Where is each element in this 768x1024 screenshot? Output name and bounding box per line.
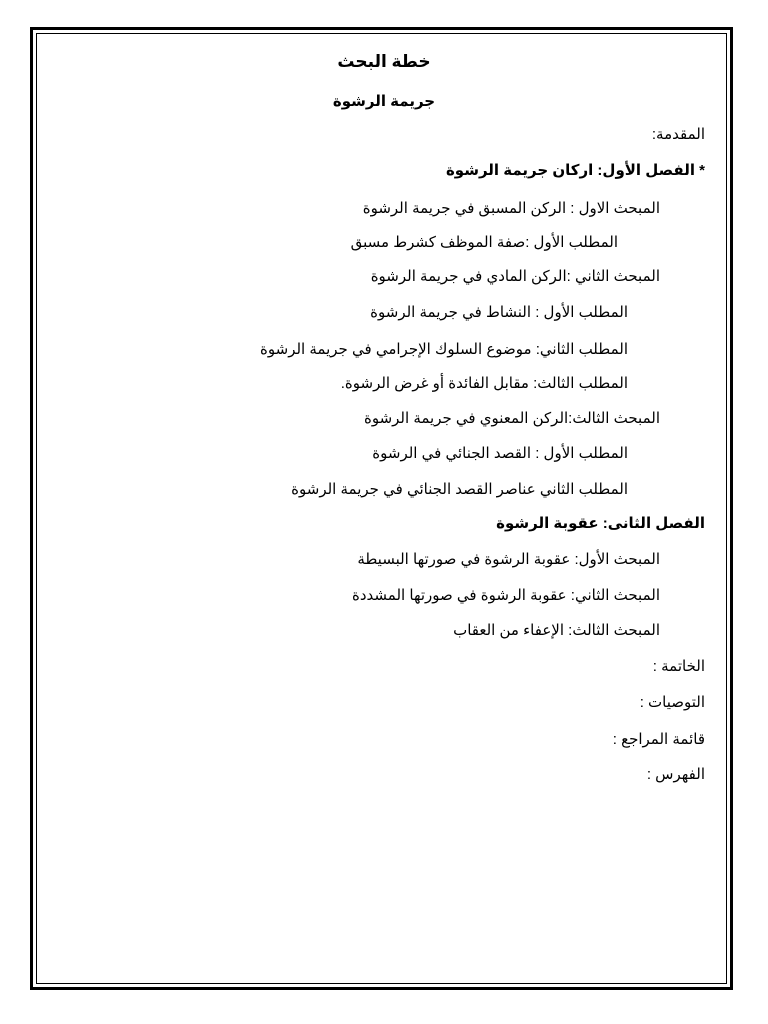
chapter-1-heading: * الفصل الأول: اركان جريمة الرشوة — [445, 162, 705, 179]
introduction-heading: المقدمة: — [651, 126, 705, 143]
subsection-1-2-1: المطلب الأول : النشاط في جريمة الرشوة — [370, 304, 628, 321]
section-2-3: المبحث الثالث: الإعفاء من العقاب — [453, 622, 660, 639]
section-1-1: المبحث الاول : الركن المسبق في جريمة الرشوة — [362, 200, 660, 217]
subsection-1-1-1: المطلب الأول :صفة الموظف كشرط مسبق — [350, 234, 618, 251]
document-subtitle: جريمة الرشوة — [332, 93, 436, 110]
section-2-1: المبحث الأول: عقوبة الرشوة في صورتها البسيطة — [357, 551, 660, 568]
section-1-3: المبحث الثالث:الركن المعنوي في جريمة الرشوة — [363, 410, 660, 427]
subsection-1-3-2: المطلب الثاني عناصر القصد الجنائي في جريمة الرشوة — [291, 481, 628, 498]
section-1-2: المبحث الثاني :الركن المادي في جريمة الرشوة — [370, 268, 660, 285]
subsection-1-2-2: المطلب الثاني: موضوع السلوك الإجرامي في جريمة الرشوة — [260, 341, 628, 358]
conclusion-heading: الخاتمة : — [652, 658, 705, 675]
subsection-1-2-3: المطلب الثالث: مقابل الفائدة أو غرض الرشوة. — [340, 375, 628, 392]
references-heading: قائمة المراجع : — [612, 731, 705, 748]
section-2-2: المبحث الثاني: عقوبة الرشوة في صورتها المشددة — [352, 587, 660, 604]
chapter-2-heading: الفصل الثانى: عقوبة الرشوة — [496, 515, 705, 532]
index-heading: الفهرس : — [646, 766, 705, 783]
subsection-1-3-1: المطلب الأول : القصد الجنائي في الرشوة — [372, 445, 628, 462]
document-title: خطة البحث — [337, 52, 431, 71]
recommendations-heading: التوصيات : — [639, 694, 705, 711]
